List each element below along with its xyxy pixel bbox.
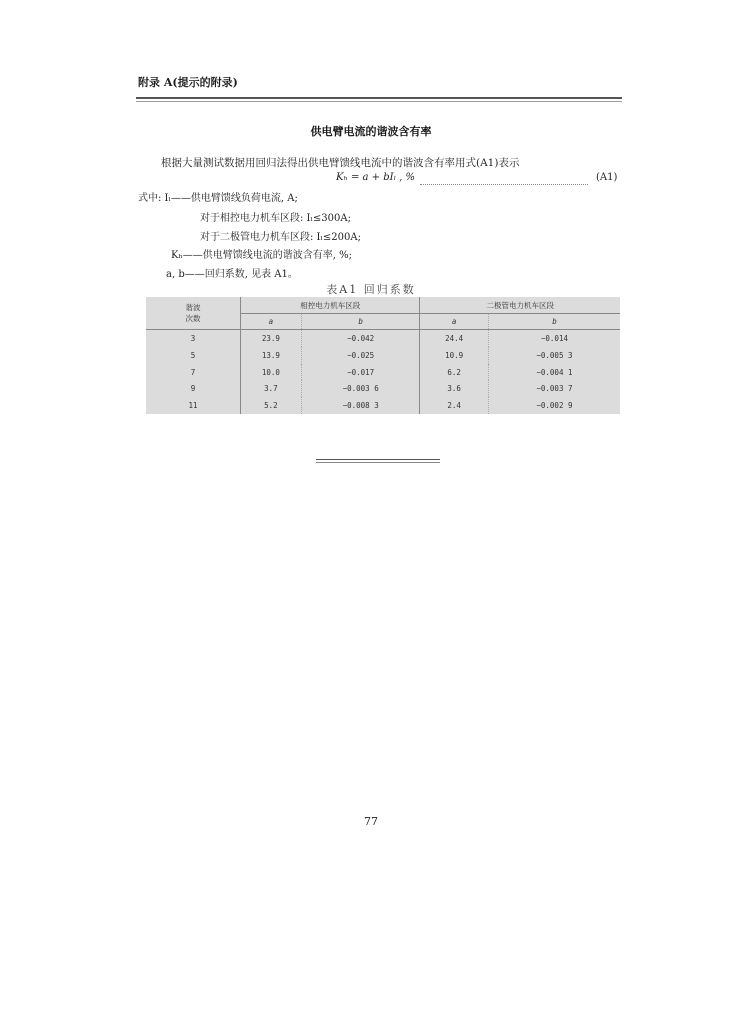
intro-paragraph: 根据大量测试数据用回归法得出供电臂馈线电流中的谐波含有率用式(A1)表示 [161, 157, 520, 169]
table-caption: 表A1 回归系数 [326, 283, 416, 296]
footer-rule-thin [316, 462, 440, 463]
cell-a-diode: 10.9 [420, 347, 488, 364]
cell-order: 7 [190, 367, 196, 377]
cell-b-phase: −0.017 [301, 364, 420, 381]
cell-b-diode: −0.003 7 [488, 380, 620, 397]
table-row [146, 347, 620, 364]
col-harmonic-order [146, 297, 241, 330]
cell-b-phase: −0.042 [301, 330, 420, 347]
cell-order: 5 [190, 350, 196, 360]
cell-b-diode: −0.004 1 [488, 364, 620, 381]
cell-b-phase: −0.025 [301, 347, 420, 364]
table-row [146, 364, 620, 381]
appendix-header: 附录 A(提示的附录) [138, 76, 238, 89]
table-row [146, 397, 620, 414]
cell-a-phase: 5.2 [241, 397, 302, 414]
def-regression-coeffs: a, b——回归系数, 见表 A1。 [166, 269, 298, 280]
sub-a-diode: a [420, 314, 488, 330]
table-row [146, 330, 620, 347]
cell-b-phase: −0.003 6 [301, 380, 420, 397]
cell-a-diode: 24.4 [420, 330, 488, 347]
cell-a-phase: 10.0 [241, 364, 302, 381]
formula-number: (A1) [596, 172, 618, 183]
def-load-current: 式中: Iₗ——供电臂馈线负荷电流, A; [138, 193, 298, 204]
col-order-label: 次数 [185, 314, 201, 323]
cell-order: 3 [190, 333, 196, 343]
cell-order: 9 [190, 384, 196, 394]
section-title: 供电臂电流的谐波含有率 [310, 125, 432, 138]
table-row [146, 380, 620, 397]
col-harmonic-label: 谐波 [185, 303, 201, 312]
cell-b-diode: −0.014 [488, 330, 620, 347]
cell-a-diode: 6.2 [420, 364, 488, 381]
def-harmonic-ratio: Kₕ——供电臂馈线电流的谐波含有率, %; [171, 250, 353, 261]
group-phase-control: 相控电力机车区段 [241, 297, 420, 314]
def-diode-range: 对于二极管电力机车区段: Iₗ≤200A; [200, 232, 361, 243]
cell-a-phase: 13.9 [241, 347, 302, 364]
coefficient-table [146, 297, 620, 414]
cell-order: 11 [188, 401, 198, 411]
header-rule [136, 97, 622, 99]
formula-expression: Kₕ = a + bIₗ , % [336, 172, 416, 183]
def-phase-control-range: 对于相控电力机车区段: Iₗ≤300A; [200, 213, 351, 224]
cell-a-diode: 3.6 [420, 380, 488, 397]
sub-b-phase: b [301, 314, 420, 330]
formula-leader-dots [420, 172, 588, 185]
cell-b-diode: −0.002 9 [488, 397, 620, 414]
cell-b-diode: −0.005 3 [488, 347, 620, 364]
sub-b-diode: b [488, 314, 620, 330]
sub-a-phase: a [241, 314, 302, 330]
page-number: 77 [364, 815, 378, 828]
footer-rule [316, 459, 440, 460]
cell-b-phase: −0.008 3 [301, 397, 420, 414]
group-diode: 二极管电力机车区段 [420, 297, 620, 314]
cell-a-diode: 2.4 [420, 397, 488, 414]
cell-a-phase: 23.9 [241, 330, 302, 347]
header-rule-thin [136, 101, 622, 102]
cell-a-phase: 3.7 [241, 380, 302, 397]
